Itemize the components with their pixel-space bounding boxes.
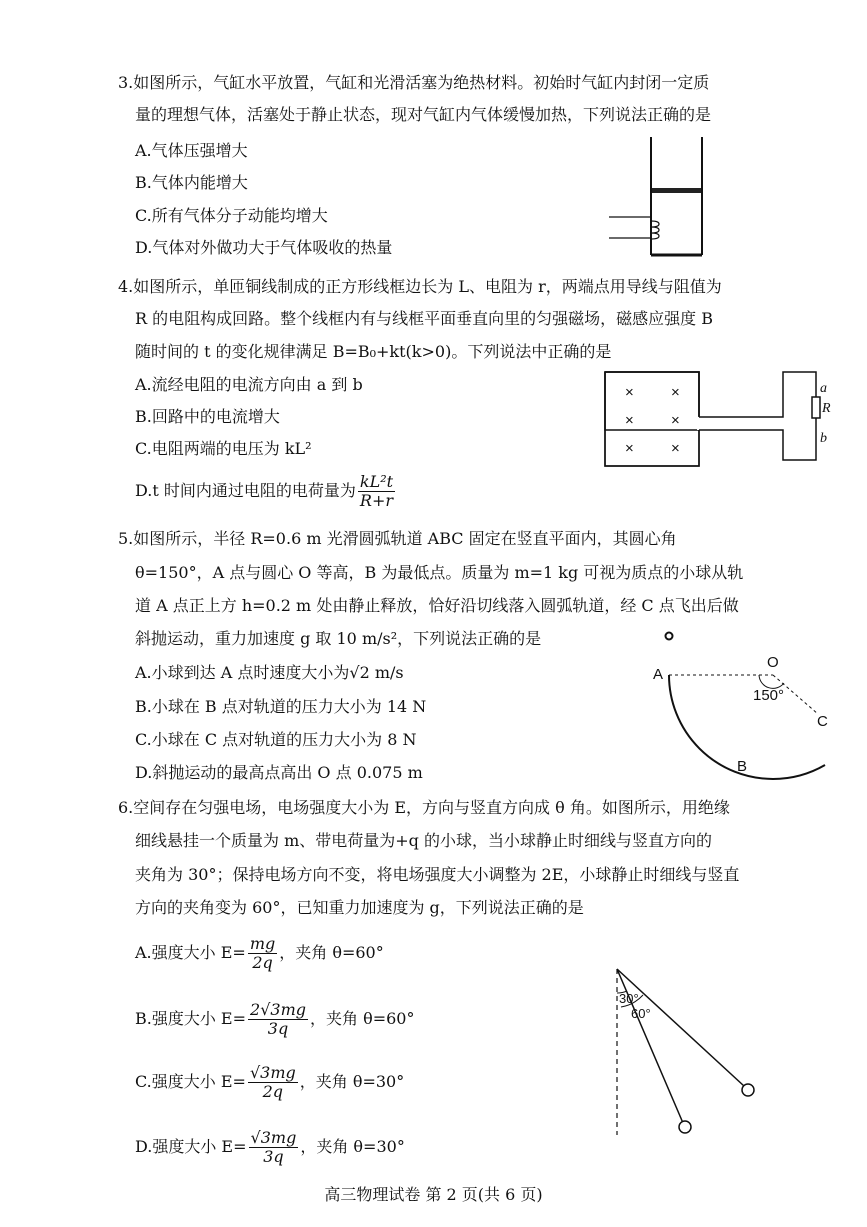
- q3-stem-line2: 量的理想气体，活塞处于静止状态，现对气缸内气体缓慢加热，下列说法正确的是: [135, 105, 712, 124]
- magnetic-field-cross: ×: [625, 412, 634, 429]
- q6-option-a-prefix: A.强度大小 E=: [135, 943, 246, 962]
- q5-stem-line4: 斜抛运动，重力加速度 g 取 10 m/s²，下列说法正确的是: [135, 629, 542, 648]
- q4-stem-line3: 随时间的 t 的变化规律满足 B=B₀+kt(k>0)。下列说法中正确的是: [135, 342, 612, 361]
- q5-option-a: A.小球到达 A 点时速度大小为√2 m/s: [135, 663, 404, 682]
- q4-option-a: A.流经电阻的电流方向由 a 到 b: [135, 375, 363, 394]
- q3-option-c: C.所有气体分子动能均增大: [135, 206, 328, 225]
- q6-option-b-prefix: B.强度大小 E=: [135, 1009, 247, 1028]
- ball-60deg: [742, 1084, 754, 1096]
- q6-option-b-numerator: 2√3mg: [250, 1000, 306, 1019]
- q6-option-a-fraction: [248, 935, 277, 972]
- q6-stem-line4: 方向的夹角变为 60°，已知重力加速度为 g，下列说法正确的是: [135, 898, 584, 917]
- resistor-r-label: R: [822, 401, 831, 416]
- q4-stem-line1: 4.如图所示，单匝铜线制成的正方形线框边长为 L、电阻为 r，两端点用导线与阻值为: [118, 277, 722, 296]
- q6-option-a-denominator: 2q: [252, 953, 273, 972]
- q5-option-d: D.斜抛运动的最高点高出 O 点 0.075 m: [135, 763, 423, 782]
- q6-option-a: [135, 934, 384, 972]
- q4-option-d-prefix: D.t 时间内通过电阻的电荷量为: [135, 481, 356, 500]
- q6-option-b-denominator: 3q: [267, 1019, 289, 1038]
- angle-150-label: 150°: [753, 687, 785, 704]
- magnetic-field-cross: ×: [625, 440, 634, 457]
- q4-option-b: B.回路中的电流增大: [135, 407, 280, 426]
- q3-option-b: B.气体内能增大: [135, 173, 248, 192]
- q6-option-c-denominator: 2q: [262, 1082, 284, 1101]
- q4-option-d-denominator: R+r: [359, 491, 394, 510]
- ball-30deg: [679, 1121, 691, 1133]
- magnetic-field-cross: ×: [671, 440, 680, 457]
- pendulum-diagram: [605, 965, 765, 1140]
- ball: [666, 633, 673, 640]
- point-a-label: A: [653, 666, 664, 683]
- q3-option-d: D.气体对外做功大于气体吸收的热量: [135, 238, 393, 257]
- point-o-label: O: [767, 654, 779, 671]
- q6-option-c: [135, 1063, 404, 1101]
- q6-option-b-suffix: ，夹角 θ=60°: [310, 1009, 415, 1028]
- q3-stem-line1: 3.如图所示，气缸水平放置，气缸和光滑活塞为绝热材料。初始时气缸内封闭一定质: [118, 73, 710, 92]
- q6-option-d-fraction: [249, 1129, 299, 1166]
- q5-stem-line2: θ=150°，A 点与圆心 O 等高，B 为最低点。质量为 m=1 kg 可视为质点的小球从轨: [135, 563, 744, 582]
- q6-option-d-numerator: √3mg: [250, 1128, 297, 1147]
- arc-track-diagram: [645, 625, 845, 780]
- cylinder-piston-diagram: [595, 135, 705, 265]
- q6-option-c-suffix: ，夹角 θ=30°: [299, 1072, 405, 1091]
- q5-option-b: B.小球在 B 点对轨道的压力大小为 14 N: [135, 697, 427, 716]
- q6-stem-line1: 6.空间存在匀强电场，电场强度大小为 E，方向与竖直方向成 θ 角。如图所示，用绝缘: [118, 798, 730, 817]
- square-loop-circuit-diagram: [603, 370, 833, 470]
- q4-stem-line2: R 的电阻构成回路。整个线框内有与线框平面垂直向里的匀强磁场，磁感应强度 B: [135, 309, 713, 328]
- angle-30-label: 30°: [619, 991, 639, 1006]
- q6-option-d-prefix: D.强度大小 E=: [135, 1137, 247, 1156]
- terminal-b-label: b: [820, 431, 827, 446]
- q6-option-a-numerator: mg: [249, 934, 276, 953]
- q6-option-c-fraction: [248, 1064, 298, 1101]
- q5-stem-line3: 道 A 点正上方 h=0.2 m 处由静止释放，恰好沿切线落入圆弧轨道，经 C 点飞出后做: [135, 596, 739, 615]
- q4-option-d-numerator: kL²t: [359, 472, 394, 491]
- q6-option-d: [135, 1128, 405, 1166]
- q6-stem-line2: 细线悬挂一个质量为 m、带电荷量为+q 的小球，当小球静止时细线与竖直方向的: [135, 831, 712, 850]
- q4-option-d-fraction: [358, 473, 395, 510]
- magnetic-field-cross: ×: [671, 412, 680, 429]
- q6-option-b-fraction: [248, 1001, 308, 1038]
- q4-option-c: C.电阻两端的电压为 kL²: [135, 439, 312, 458]
- q4-option-d: [135, 472, 397, 510]
- angle-60-label: 60°: [631, 1006, 651, 1021]
- q5-option-c: C.小球在 C 点对轨道的压力大小为 8 N: [135, 730, 417, 749]
- q6-option-c-numerator: √3mg: [249, 1063, 296, 1082]
- magnetic-field-cross: ×: [625, 384, 634, 401]
- point-b-label: B: [737, 758, 748, 775]
- q6-option-a-suffix: ，夹角 θ=60°: [279, 943, 384, 962]
- q3-option-a: A.气体压强增大: [135, 141, 248, 160]
- terminal-a-label: a: [820, 381, 827, 396]
- magnetic-field-cross: ×: [671, 384, 680, 401]
- q6-stem-line3: 夹角为 30°；保持电场方向不变，将电场强度大小调整为 2E，小球静止时细线与竖直: [135, 865, 740, 884]
- point-c-label: C: [817, 713, 828, 730]
- q5-stem-line1: 5.如图所示，半径 R=0.6 m 光滑圆弧轨道 ABC 固定在竖直平面内，其圆心角: [118, 529, 677, 548]
- q6-option-c-prefix: C.强度大小 E=: [135, 1072, 246, 1091]
- q6-option-d-suffix: ，夹角 θ=30°: [300, 1137, 405, 1156]
- q6-option-d-denominator: 3q: [263, 1147, 284, 1166]
- q6-option-b: [135, 1000, 415, 1038]
- page-footer: 高三物理试卷 第 2 页(共 6 页): [324, 1185, 543, 1204]
